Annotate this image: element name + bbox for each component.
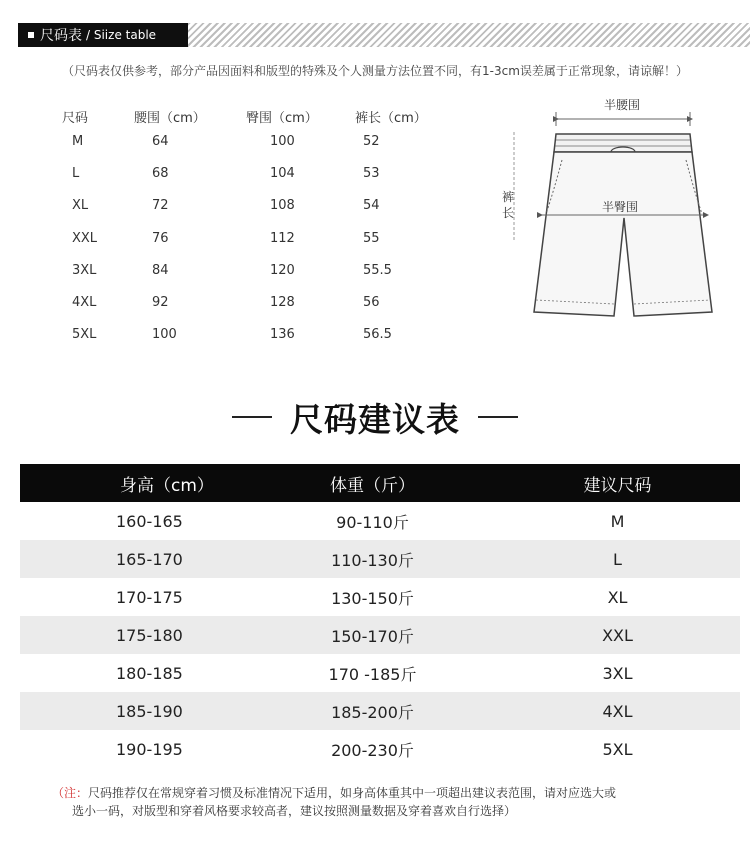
measure-header-0: 尺码 <box>62 111 89 126</box>
height-cell: 175-180 <box>116 625 183 645</box>
weight-cell: 90-110斤 <box>336 512 409 532</box>
measure-value-cell: 55 <box>363 230 380 246</box>
size-cell: XXL <box>602 625 633 645</box>
note-prefix: （注： <box>52 786 89 800</box>
recommendation-table-header <box>20 464 740 502</box>
size-cell: 4XL <box>602 701 633 721</box>
weight-cell: 130-150斤 <box>331 588 414 608</box>
measure-value-cell: 52 <box>363 134 380 149</box>
header-title: 尺码表 <box>40 28 82 44</box>
table-row <box>20 502 740 540</box>
disclaimer-text: （尺码表仅供参考，部分产品因面料和版型的特殊及个人测量方法位置不同，有1-3cm误差属于正常现象，请谅解！） <box>62 64 688 78</box>
recommendation-table <box>20 464 740 768</box>
size-cell: 5XL <box>602 739 633 759</box>
weight-cell: 200-230斤 <box>331 740 414 760</box>
measurement-table <box>0 0 480 360</box>
measure-value-cell: 120 <box>270 262 295 278</box>
measure-header-3: 裤长（cm） <box>355 111 427 126</box>
length-label-2: 长 <box>501 206 514 220</box>
height-cell: 185-190 <box>116 701 183 721</box>
measure-value-cell: 76 <box>152 230 169 246</box>
measure-value-cell: 54 <box>363 198 380 214</box>
measure-value-cell: 72 <box>152 198 169 214</box>
table-row <box>20 654 740 692</box>
waist-label: 半腰围 <box>604 98 641 112</box>
measure-header-1: 腰围（cm） <box>134 111 206 126</box>
measure-header-2: 臀围（cm） <box>246 111 318 126</box>
table-row <box>20 730 740 768</box>
section-title-text: 尺码建议表 <box>290 399 460 439</box>
weight-cell: 150-170斤 <box>331 626 414 646</box>
measure-value-cell: 104 <box>270 166 295 182</box>
weight-cell: 170 -185斤 <box>328 664 417 684</box>
measure-value-cell: 112 <box>270 230 295 246</box>
section-title <box>0 392 750 442</box>
length-label-1: 裤 <box>501 190 514 204</box>
measure-size-cell: 3XL <box>72 262 97 278</box>
measure-value-cell: 92 <box>152 295 169 310</box>
measure-value-cell: 128 <box>270 295 295 310</box>
measure-value-cell: 56 <box>363 295 380 310</box>
footnote <box>52 784 732 820</box>
measure-value-cell: 84 <box>152 262 169 278</box>
measure-value-cell: 55.5 <box>363 262 392 278</box>
header-weight: 体重（斤） <box>330 475 415 496</box>
measure-value-cell: 56.5 <box>363 327 392 343</box>
measure-value-cell: 136 <box>270 327 295 343</box>
measure-size-cell: L <box>72 166 80 182</box>
note-line-1: 尺码推荐仅在常规穿着习惯及标准情况下适用，如身高体重其中一项超出建议表范围，请对应选大或 <box>88 786 617 800</box>
height-cell: 170-175 <box>116 587 183 607</box>
height-cell: 180-185 <box>116 663 183 683</box>
size-cell: L <box>613 549 622 569</box>
shorts-illustration <box>490 90 730 350</box>
measure-value-cell: 100 <box>152 327 177 343</box>
title-dash-right <box>478 416 518 418</box>
measure-value-cell: 64 <box>152 134 169 149</box>
measure-size-cell: XXL <box>72 230 98 246</box>
height-cell: 165-170 <box>116 549 183 569</box>
size-cell: XL <box>607 587 628 607</box>
weight-cell: 185-200斤 <box>331 702 414 722</box>
header-size: 建议尺码 <box>583 475 652 496</box>
measure-size-cell: 5XL <box>72 327 97 343</box>
size-cell: 3XL <box>602 663 633 683</box>
height-cell: 160-165 <box>116 511 183 531</box>
measure-size-cell: 4XL <box>72 295 97 310</box>
note-line-2: 选小一码，对版型和穿着风格要求较高者，建议按照测量数据及穿着喜欢自行选择） <box>72 804 517 818</box>
table-row <box>20 616 740 654</box>
shorts-diagram <box>490 90 730 350</box>
measure-value-cell: 68 <box>152 166 169 182</box>
hip-label: 半臀围 <box>602 200 639 214</box>
size-cell: M <box>610 511 625 531</box>
table-row <box>20 692 740 730</box>
measure-value-cell: 100 <box>270 134 295 149</box>
measure-size-cell: M <box>72 134 84 149</box>
measure-value-cell: 108 <box>270 198 295 214</box>
height-cell: 190-195 <box>116 739 183 759</box>
title-dash-left <box>232 416 272 418</box>
measure-size-cell: XL <box>72 198 89 214</box>
weight-cell: 110-130斤 <box>331 550 414 570</box>
table-row <box>20 578 740 616</box>
header-subtitle: / Siize table <box>86 28 157 42</box>
header-height: 身高（cm） <box>120 475 214 496</box>
measure-value-cell: 53 <box>363 166 380 182</box>
table-row <box>20 540 740 578</box>
